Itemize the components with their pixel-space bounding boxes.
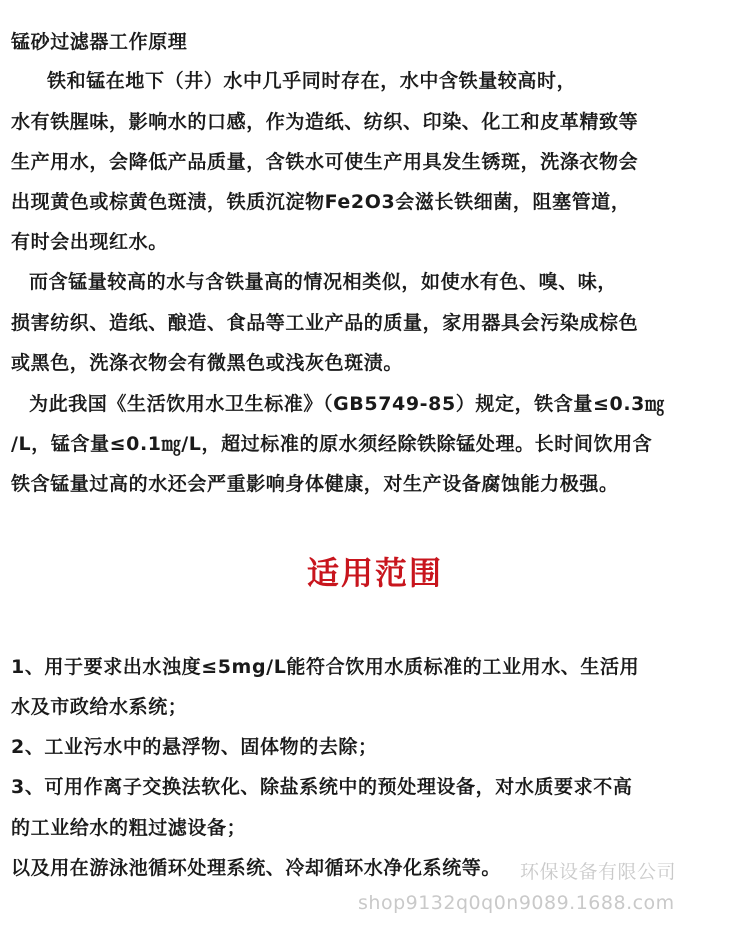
scope-line: 的工业给水的粗过滤设备；: [11, 817, 247, 839]
scope-line: 3、可用作离子交换法软化、除盐系统中的预处理设备，对水质要求不高: [11, 776, 633, 798]
watermark-company: 环保设备有限公司: [520, 861, 677, 883]
scope-line: 1、用于要求出水浊度≤5mg/L能符合饮用水质标准的工业用水、生活用: [11, 656, 640, 678]
principle-line: 铁和锰在地下（井）水中几乎同时存在，水中含铁量较高时，: [47, 70, 577, 92]
scope-heading: 适用范围: [306, 554, 443, 592]
principle-line: 而含锰量较高的水与含铁量高的情况相类似，如使水有色、嗅、味，: [29, 271, 618, 293]
principle-line: 生产用水，会降低产品质量，含铁水可使生产用具发生锈斑，洗涤衣物会: [11, 151, 639, 173]
principle-line: 水有铁腥味，影响水的口感，作为造纸、纺织、印染、化工和皮革精致等: [11, 111, 639, 133]
scope-line: 2、工业污水中的悬浮物、固体物的去除；: [11, 736, 378, 758]
doc-title: 锰砂过滤器工作原理: [11, 31, 188, 53]
scope-line: 以及用在游泳池循环处理系统、冷却循环水净化系统等。: [11, 857, 502, 879]
watermark-url: shop9132q0q0n9089.1688.com: [358, 892, 675, 914]
principle-line: 有时会出现红水。: [11, 231, 168, 253]
principle-line: /L，锰含量≤0.1㎎/L，超过标准的原水须经除铁除锰处理。长时间饮用含: [11, 433, 653, 455]
principle-line: 铁含锰量过高的水还会严重影响身体健康，对生产设备腐蚀能力极强。: [11, 473, 619, 495]
principle-line: 为此我国《生活饮用水卫生标准》（GB5749-85）规定，铁含量≤0.3㎎: [29, 393, 665, 415]
principle-line: 出现黄色或棕黄色斑渍，铁质沉淀物Fe2O3会滋长铁细菌，阻塞管道，: [11, 191, 631, 213]
principle-line: 或黑色，洗涤衣物会有微黑色或浅灰色斑渍。: [11, 352, 404, 374]
scope-line: 水及市政给水系统；: [11, 696, 188, 718]
principle-line: 损害纺织、造纸、酿造、食品等工业产品的质量，家用器具会污染成棕色: [11, 312, 639, 334]
